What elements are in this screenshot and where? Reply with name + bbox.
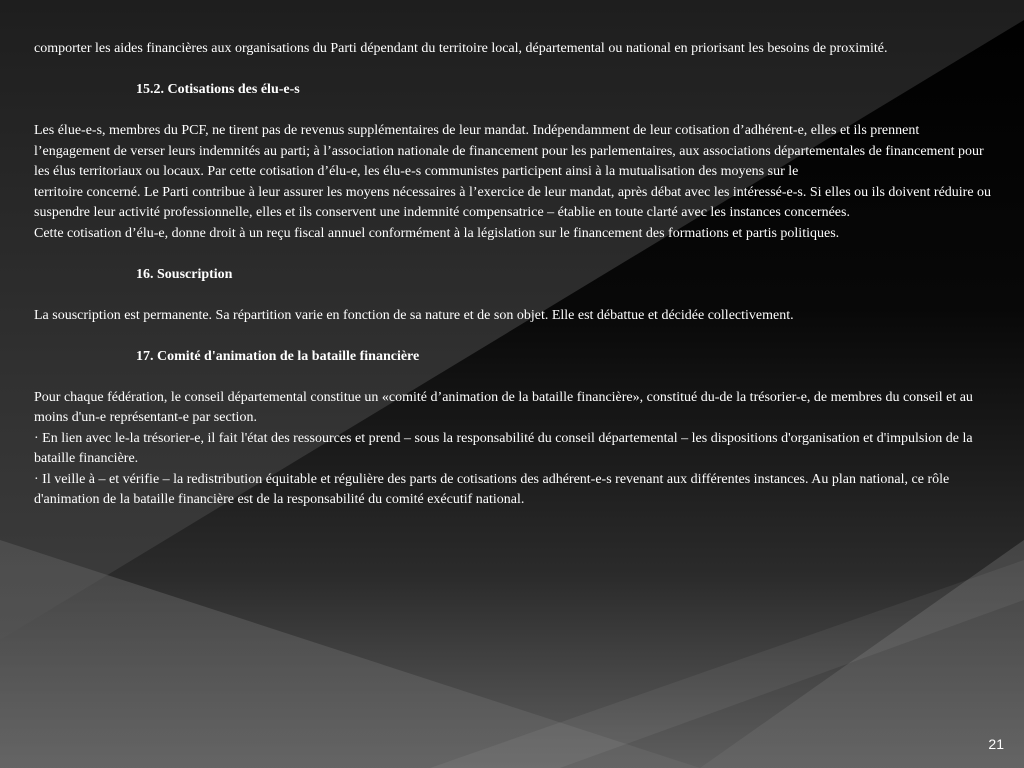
- spacer: [34, 60, 992, 81]
- paragraph-recu-fiscal: Cette cotisation d’élu-e, donne droit à un reçu fiscal annuel conformément à la législation sur le financement des formations et partis politiques.: [34, 225, 840, 241]
- spacer: [34, 367, 992, 388]
- spacer: [34, 244, 992, 265]
- paragraph-aides-financieres: comporter les aides financières aux organisations du Parti dépendant du territoire local, départemental ou national en priorisant les besoins de proximité.: [34, 41, 888, 56]
- paragraph-comite-federation: Pour chaque fédération, le conseil départemental constitue un «comité d’animation de la bataille financière», constitué du-de la trésorier-e, de membres du conseil et au moins d'un-e représentant-e par section.: [34, 389, 973, 425]
- spacer: [34, 285, 992, 306]
- paragraph-tresorier: · En lien avec le-la trésorier-e, il fait l'état des ressources et prend – sous la responsabilité du conseil départemental – les dispositions d'organisation et d'impulsion de la bataille financière.: [34, 430, 973, 466]
- spacer: [34, 101, 992, 122]
- paragraph-redistribution: · Il veille à – et vérifie – la redistribution équitable et régulière des parts de cotisations des adhérent-e-s revenant aux différentes instances. Au plan national, ce rôle d'animation de la bataille financière est de la responsabilité du comité exécutif national.: [34, 471, 950, 507]
- paragraph-territoire-concerne: territoire concerné. Le Parti contribue à leur assurer les moyens nécessaires à l’exercice de leur mandat, après débat avec les intéressé-e-s. Si elles ou ils doivent réduire ou suspendre leur activité professionnelle, elles et ils conservent une indemnité compensatrice – établie en toute clarté avec les instances concernées.: [34, 184, 992, 220]
- paragraph-elus-revenus: Les élue-e-s, membres du PCF, ne tirent pas de revenus supplémentaires de leur mandat. Indépendamment de leur cotisation d’adhérent-e, elles et ils prennent l’engagement de verser leurs indemnités au parti; à l’association nationale de financement pour les parlementaires, aux associations départementales de financement pour les élus territoriaux ou locaux. Par cette cotisation d’élu-e, les élu-e-s communistes participent ainsi à la mutualisation des moyens sur le: [34, 123, 984, 179]
- spacer: [34, 326, 992, 347]
- paragraph-souscription: La souscription est permanente. Sa répartition varie en fonction de sa nature et de son objet. Elle est débattue et décidée collectivement.: [34, 307, 794, 323]
- slide-body-text: [34, 39, 992, 511]
- page-number: 21: [988, 736, 1004, 752]
- heading-cotisations-elus: 15.2. Cotisations des élu-e-s: [136, 82, 300, 97]
- heading-comite-animation: 17. Comité d'animation de la bataille financière: [136, 348, 420, 364]
- heading-souscription: 16. Souscription: [136, 266, 233, 282]
